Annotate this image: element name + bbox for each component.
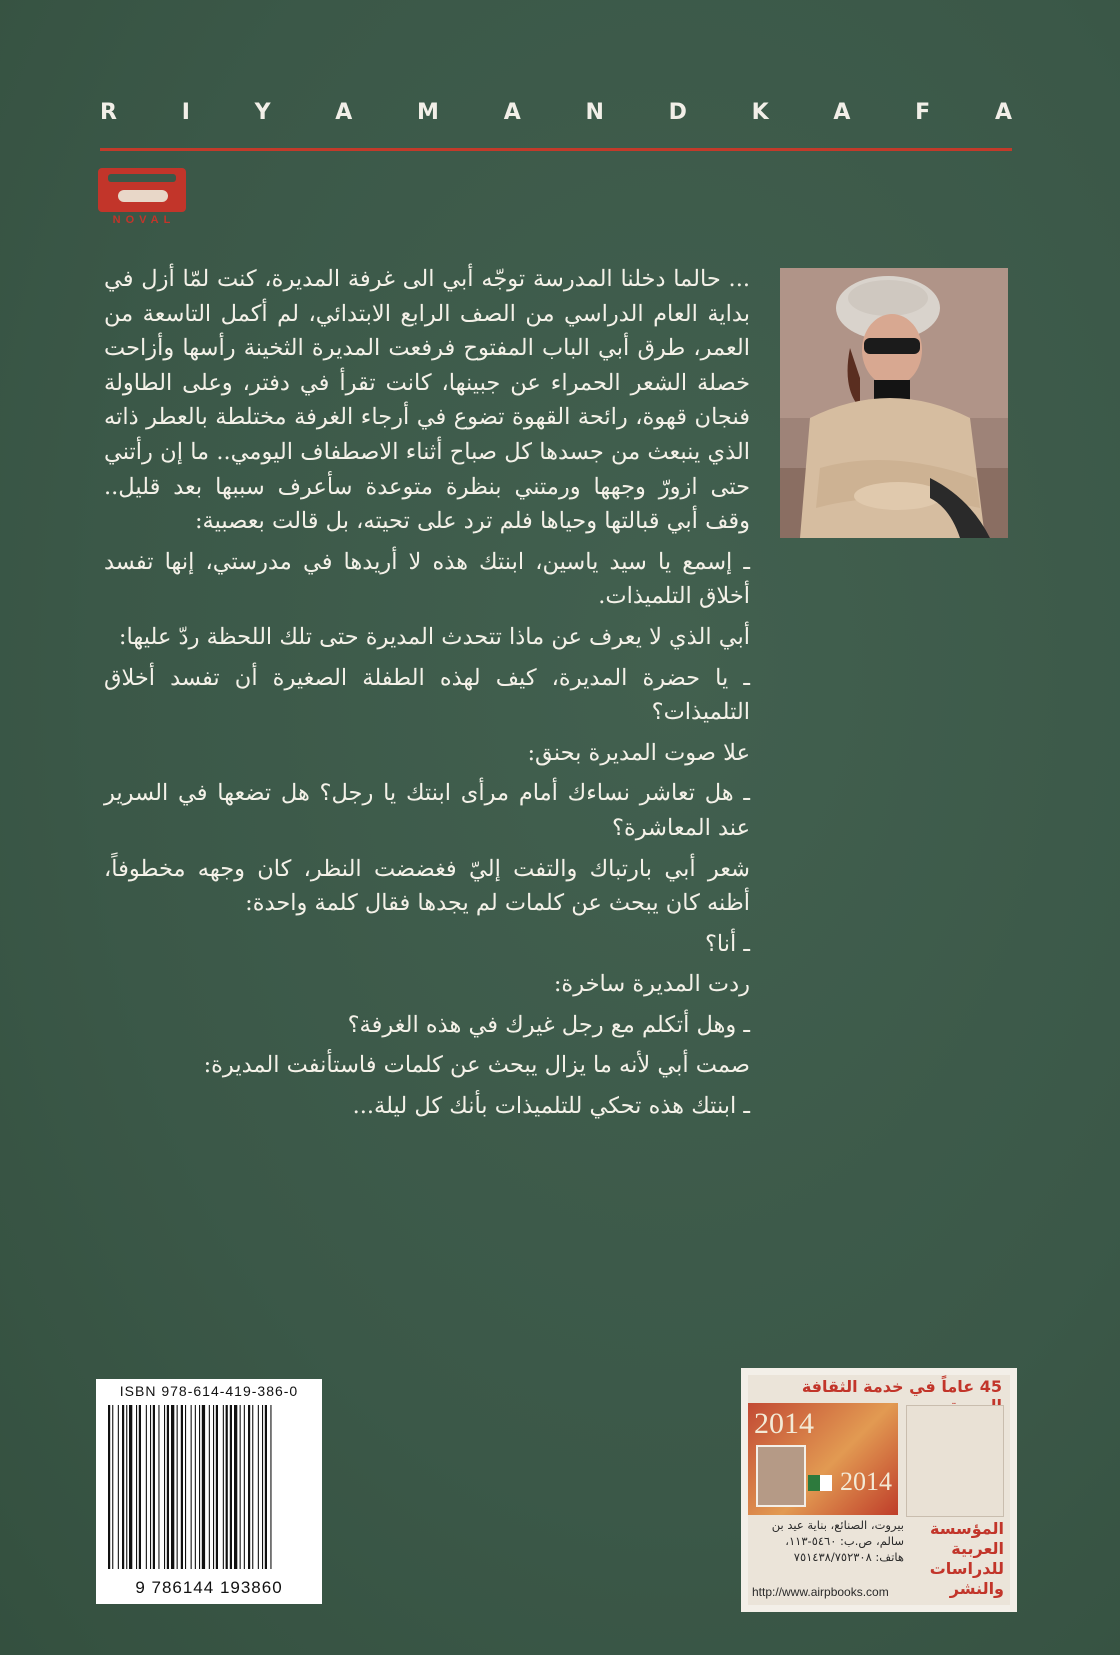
stamp-anniversary-text: 45 عاماً في خدمة الثقافة xyxy=(801,1377,1002,1396)
barcode-bars xyxy=(106,1405,312,1569)
barcode-bar xyxy=(209,1405,210,1569)
barcode xyxy=(96,1379,322,1604)
red-divider xyxy=(100,148,1012,151)
barcode-bar xyxy=(126,1405,127,1569)
excerpt-paragraph: ـ إسمع يا سيد ياسين، ابنتك هذه لا أريدها في مدرستي، إنها تفسد أخلاق التلميذات. xyxy=(104,548,750,610)
excerpt-paragraph: أبي الذي لا يعرف عن ماذا تتحدث المديرة حتى تلك اللحظة ردّ عليها: xyxy=(118,623,750,650)
barcode-bar xyxy=(122,1405,124,1569)
series-letter: N xyxy=(585,100,604,125)
stamp-figure xyxy=(906,1405,1004,1517)
series-letter: A xyxy=(833,100,851,125)
barcode-bar xyxy=(195,1405,196,1569)
barcode-bar xyxy=(146,1405,147,1569)
author-photo xyxy=(780,268,1008,538)
flag-icon xyxy=(808,1475,832,1491)
barcode-bar xyxy=(191,1405,192,1569)
barcode-bar xyxy=(213,1405,214,1569)
barcode-bar xyxy=(171,1405,174,1569)
excerpt-paragraph: ... حالما دخلنا المدرسة توجّه أبي الى غرفة المديرة، كنت لمّا أزل في بداية العام الدراسي من الصف الرابع الابتدائي، لم أكمل التاسعة من العمر، طرق أبي الباب المفتوح فرفعت المديرة الثخينة رأسها وأزاحت خصلة الشعر الحمراء عن جبينها، كانت تقرأ في دفتر، وعلى الطاولة فنجان قهوة، رائحة القهوة تضوع في أرجاء الغرفة مختلطة بالعطر ذاته الذي ينبعث من جسدها كل صباح أثناء الاصطفاف اليومي.. ما إن رأتني حتى ازورّ وجهها ورمتني بنظرة متوعدة سأعرف سببها بعد قليل.. وقف أبي قبالتها وحياها فلم ترد على تحيته، بل قالت بعصبية: xyxy=(104,266,750,535)
series-letter: A xyxy=(503,100,521,125)
barcode-bar xyxy=(139,1405,141,1569)
series-letter: F xyxy=(915,100,931,125)
series-title xyxy=(100,100,1012,130)
stamp-year-secondary: 2014 xyxy=(840,1467,892,1496)
publisher-logo-brand: NOVAL xyxy=(112,214,176,226)
barcode-bar xyxy=(270,1405,271,1569)
barcode-bar xyxy=(258,1405,259,1569)
barcode-bar xyxy=(153,1405,155,1569)
barcode-digits: 9 786144 193860 xyxy=(135,1578,283,1597)
series-letter: M xyxy=(417,100,439,125)
series-letter: R xyxy=(100,100,117,125)
barcode-bar xyxy=(234,1405,237,1569)
barcode-bar xyxy=(262,1405,263,1569)
publisher-logo-icon xyxy=(98,168,186,212)
excerpt-paragraph: صمت أبي لأنه ما يزال يبحث عن كلمات فاستأنفت المديرة: xyxy=(203,1052,750,1079)
barcode-bar xyxy=(150,1405,151,1569)
publisher-logo xyxy=(98,168,190,230)
publisher-stamp xyxy=(741,1368,1017,1612)
barcode-bar xyxy=(230,1405,232,1569)
stamp-portrait xyxy=(756,1445,806,1507)
book-excerpt xyxy=(104,262,750,1124)
barcode-bar xyxy=(202,1405,205,1569)
barcode-bar xyxy=(181,1405,183,1569)
barcode-bar xyxy=(252,1405,253,1569)
series-letter: I xyxy=(181,100,190,125)
barcode-bar xyxy=(112,1405,113,1569)
barcode-bar xyxy=(158,1405,159,1569)
barcode-bar xyxy=(244,1405,245,1569)
barcode-bar xyxy=(226,1405,228,1569)
series-letter: A xyxy=(335,100,353,125)
stamp-year: 2014 xyxy=(754,1407,814,1440)
excerpt-paragraph: شعر أبي بارتباك والتفت إليّ فغضضت النظر، كان وجهه مخطوفاً، أظنه كان يبحث عن كلمات لم يجدها فقال كلمة واحدة: xyxy=(104,855,750,917)
barcode-bar xyxy=(129,1405,132,1569)
series-letter: D xyxy=(668,100,687,125)
barcode-bar xyxy=(118,1405,119,1569)
series-letter: K xyxy=(751,100,769,125)
stamp-anniversary xyxy=(748,1375,1010,1403)
barcode-bar xyxy=(265,1405,267,1569)
excerpt-paragraph: ـ ابنتك هذه تحكي للتلميذات بأنك كل ليلة... xyxy=(352,1093,750,1120)
barcode-bar xyxy=(216,1405,218,1569)
series-letter: Y xyxy=(254,100,271,125)
publisher-name: المؤسسة العربية للدراسات والنشر xyxy=(929,1519,1004,1598)
barcode-bar xyxy=(199,1405,200,1569)
barcode-bar xyxy=(108,1405,110,1569)
publisher-address: بيروت، الصنائع، بناية عيد بن سالم، ص.ب: ٥٤٦٠-١١٣، هاتف: ٧٥١٤٣٨/٧٥٢٣٠٨ xyxy=(771,1518,904,1564)
barcode-bar xyxy=(223,1405,224,1569)
excerpt-paragraph: ـ هل تعاشر نساءك أمام مرأى ابنتك يا رجل؟ هل تضعها في السرير عند المعاشرة؟ xyxy=(104,780,750,841)
barcode-bar xyxy=(248,1405,250,1569)
barcode-bar xyxy=(136,1405,137,1569)
excerpt-paragraph: ـ أنا؟ xyxy=(704,930,750,957)
isbn-label: ISBN 978-614-419-386-0 xyxy=(119,1383,299,1399)
series-letter: A xyxy=(994,100,1012,125)
excerpt-paragraph: ـ وهل أتكلم مع رجل غيرك في هذه الغرفة؟ xyxy=(347,1011,750,1038)
barcode-bar xyxy=(167,1405,169,1569)
barcode-bar xyxy=(240,1405,241,1569)
barcode-bar xyxy=(164,1405,165,1569)
excerpt-paragraph: ـ يا حضرة المديرة، كيف لهذه الطفلة الصغيرة أن تفسد أخلاق التلميذات؟ xyxy=(104,664,750,726)
barcode-bar xyxy=(185,1405,186,1569)
barcode-bar xyxy=(177,1405,178,1569)
excerpt-paragraph: ردت المديرة ساخرة: xyxy=(553,971,750,998)
excerpt-paragraph: علا صوت المديرة بحنق: xyxy=(527,739,750,766)
publisher-url: http://www.airpbooks.com xyxy=(752,1585,889,1599)
